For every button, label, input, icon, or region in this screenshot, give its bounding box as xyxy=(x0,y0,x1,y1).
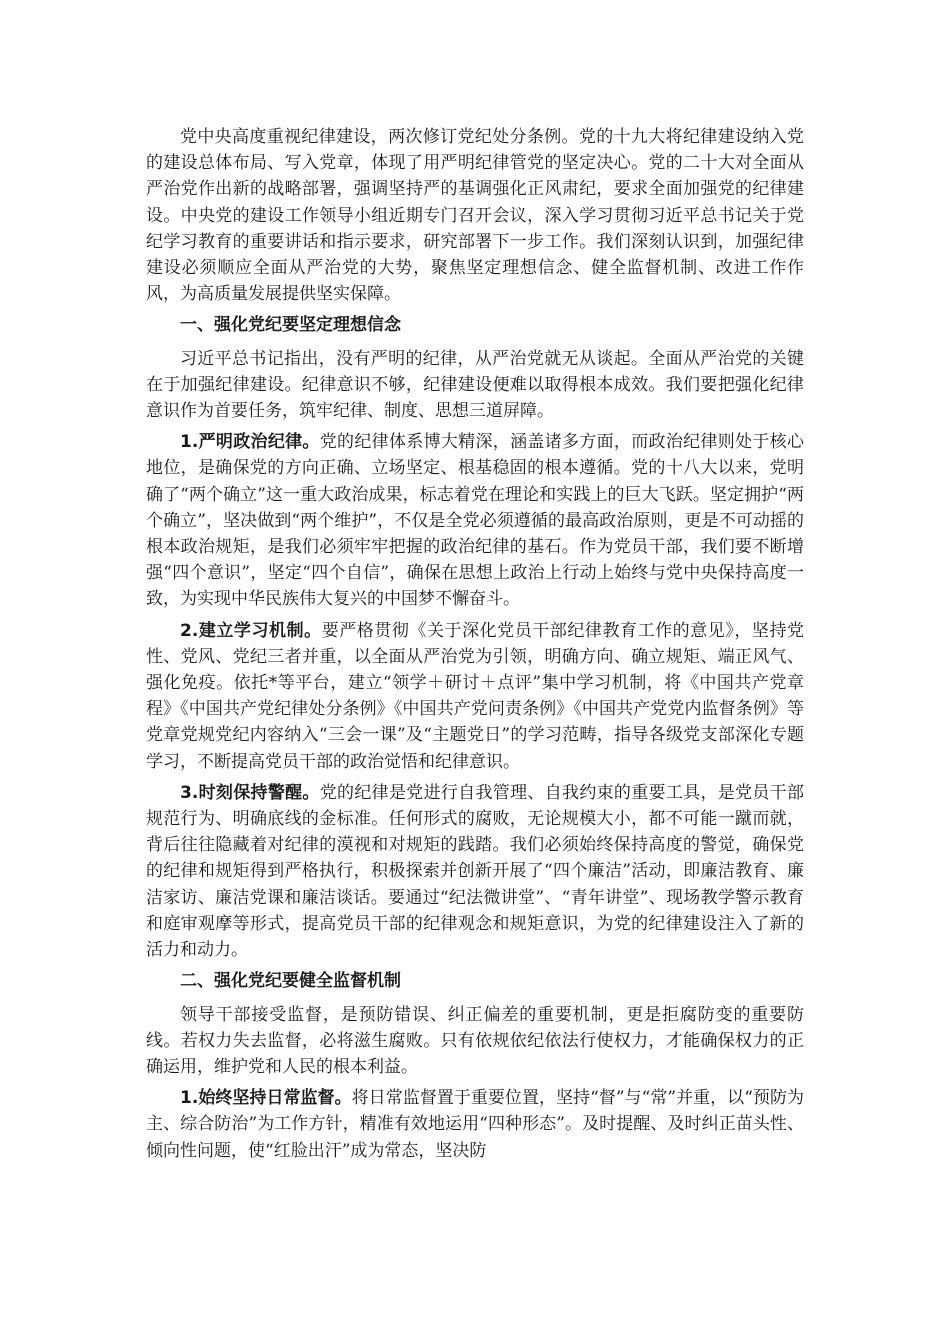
section-1-item-3 xyxy=(146,780,804,963)
section-1-heading: 一、强化党纪要坚定理想信念 xyxy=(180,315,401,336)
item-body: 要严格贯彻《关于深化党员干部纪律教育工作的意见》，坚持党性、党风、党纪三者并重，以全面从严治党为引领，明确方向、确立规矩、端正风气、强化免疫。依托*等平台，建立“领学＋研讨＋点评”集中学习机制，将《中国共产党章程》《中国共产党纪律处分条例》《中国共产党问责条例》《中国共产党党内监督条例》等党章党规党纪内容纳入“三会一课”及“主题党日”的学习范畴，指导各级党支部深化专题学习，不断提高党员干部的政治觉悟和纪律意识。 xyxy=(146,620,805,772)
item-body: 将日常监督置于重要位置，坚持“督”与“常”并重，以“预防为主、综合防治”为工作方针，精准有效地运用“四种形态”。及时提醒、及时纠正苗头性、倾向性问题，使“红脸出汗”成为常态，坚决防 xyxy=(146,1088,804,1161)
section-2-heading: 二、强化党纪要健全监督机制 xyxy=(180,971,401,992)
section-1-item-2 xyxy=(146,618,804,775)
document-page xyxy=(146,124,804,1169)
item-body: 党的纪律体系博大精深，涵盖诸多方面，而政治纪律则处于核心地位，是确保党的方向正确、立场坚定、根基稳固的根本遵循。党的十八大以来，党明确了“两个确立”这一重大政治成果，标志着党在理论和实践上的巨大飞跃。坚定拥护“两个确立”，坚决做到“两个维护”，不仅是全党必须遵循的最高政治原则，更是不可动摇的根本政治规矩，是我们必须牢牢把握的政治纪律的基石。作为党员干部，我们要不断增强“四个意识”，坚定“四个自信”，确保在思想上政治上行动上始终与党中央保持高度一致，为实现中华民族伟大复兴的中国梦不懈奋斗。 xyxy=(146,432,804,610)
section-2-intro: 领导干部接受监督，是预防错误、纠正偏差的重要机制，更是拒腐防变的重要防线。若权力失去监督，必将滋生腐败。只有依规依纪依法行使权力，才能确保权力的正确运用，维护党和人民的根本利益。 xyxy=(146,1004,804,1077)
item-lead: 3.时刻保持警醒。 xyxy=(180,782,320,803)
item-lead: 2.建立学习机制。 xyxy=(180,620,322,641)
item-lead: 1.始终坚持日常监督。 xyxy=(180,1088,352,1109)
section-1-intro: 习近平总书记指出，没有严明的纪律，从严治党就无从谈起。全面从严治党的关键在于加强纪律建设。纪律意识不够，纪律建设便难以取得根本成效。我们要把强化纪律意识作为首要任务，筑牢纪律、制度、思想三道屏障。 xyxy=(146,348,804,422)
item-body: 党的纪律是党进行自我管理、自我约束的重要工具，是党员干部规范行为、明确底线的金标准。任何形式的腐败，无论规模大小，都不可能一蹴而就，背后往往隐藏着对纪律的漠视和对规矩的践踏。我们必须始终保持高度的警觉，确保党的纪律和规矩得到严格执行，积极探索并创新开展了“四个廉洁”活动，即廉洁教育、廉洁家访、廉洁党课和廉洁谈话。要通过“纪法微讲堂”、“青年讲堂”、现场教学警示教育和庭审观摩等形式，提高党员干部的纪律观念和规矩意识，为党的纪律建设注入了新的活力和动力。 xyxy=(146,782,804,961)
item-lead: 1.严明政治纪律。 xyxy=(180,432,320,453)
section-2-item-1 xyxy=(146,1085,804,1164)
intro-paragraph: 党中央高度重视纪律建设，两次修订党纪处分条例。党的十九大将纪律建设纳入党的建设总体布局、写入党章，体现了用严明纪律管党的坚定决心。党的二十大对全面从严治党作出新的战略部署，强调坚持严的基调强化正风肃纪，要求全面加强党的纪律建设。中央党的建设工作领导小组近期专门召开会议，深入学习贯彻习近平总书记关于党纪学习教育的重要讲话和指示要求，研究部署下一步工作。我们深刻认识到，加强纪律建设必须顺应全面从严治党的大势，聚焦坚定理想信念、健全监督机制、改进工作作风，为高质量发展提供坚实保障。 xyxy=(146,127,804,305)
section-1-item-1 xyxy=(146,429,804,612)
